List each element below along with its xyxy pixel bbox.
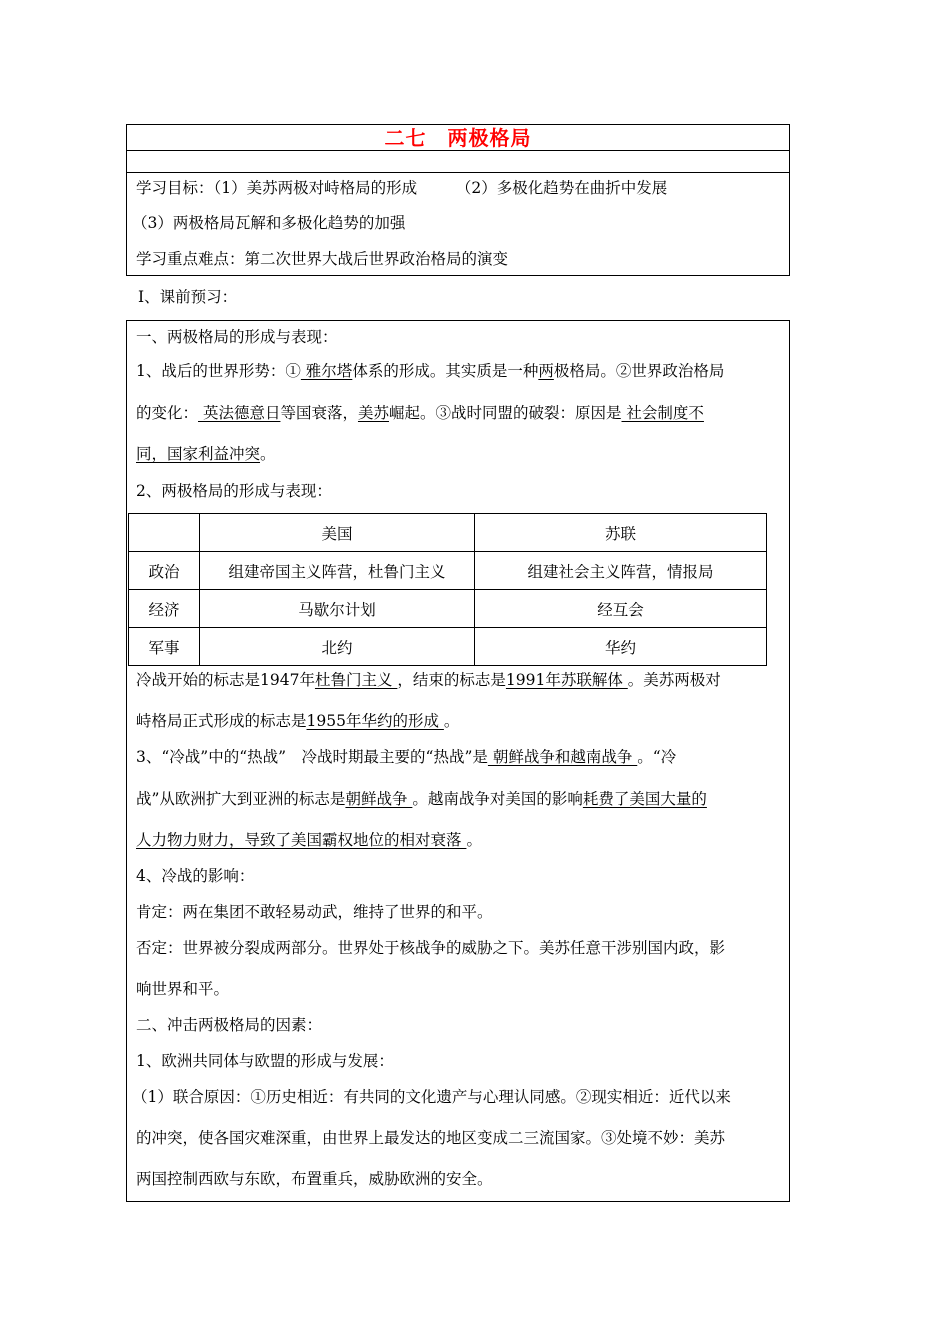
table-cell: 马歇尔计划 [200, 590, 475, 628]
coldwar-line-5 [136, 830, 482, 850]
table-cell: 组建社会主义阵营，情报局 [475, 552, 767, 590]
page-title: 二七 两极格局 [384, 126, 532, 150]
table-cell: 北约 [200, 628, 475, 666]
text: 崛起。③战时同盟的破裂：原因是 [388, 404, 622, 422]
text: 1、战后的世界形势：① [136, 362, 301, 380]
text: 极格局。②世界政治格局 [553, 362, 725, 380]
section-2-heading: 二、冲击两极格局的因素： [136, 1016, 323, 1034]
preview-heading: Ⅰ、课前预习： [138, 288, 238, 306]
text: 。美苏两极对 [627, 671, 721, 689]
coldwar-line-3 [136, 747, 676, 767]
learning-goals-line-1: 学习目标：（1）美苏两极对峙格局的形成 （2）多极化趋势在曲折中发展 [136, 179, 668, 197]
coldwar-line-8: 否定：世界被分裂成两部分。世界处于核战争的威胁之下。美苏任意干涉别国内政，影 [136, 939, 726, 957]
section-1-para-line-3 [136, 444, 276, 464]
table-cell: 政治 [129, 552, 200, 590]
text: 冷战开始的标志是1947年 [136, 671, 315, 689]
answer-reason-part-1: 社会制度不 [621, 404, 704, 422]
table-header-cell: 苏联 [475, 514, 767, 552]
table-cell: 军事 [129, 628, 200, 666]
section-2-para-line-3: 两国控制西欧与东欧，布置重兵，威胁欧洲的安全。 [136, 1170, 493, 1188]
answer-warsaw-pact: 1955年华约的形成 [306, 712, 444, 730]
text: 。“冷 [637, 748, 677, 766]
answer-yalta: 雅尔塔 [300, 362, 353, 380]
text: 3、“冷战”中的“热战” 冷战时期最主要的“热战”是 [136, 748, 488, 766]
coldwar-line-4 [136, 789, 707, 809]
section-2-sub-1: 1、欧洲共同体与欧盟的形成与发展： [136, 1052, 394, 1070]
answer-vietnam-impact-1: 耗费了美国大量的 [582, 790, 707, 808]
text: 体系的形成。其实质是一种 [352, 362, 539, 380]
section-1-heading: 一、两极格局的形成与表现： [136, 328, 338, 346]
coldwar-line-6: 4、冷战的影响： [136, 867, 255, 885]
table-cell: 经济 [129, 590, 200, 628]
text: 峙格局正式形成的标志是 [136, 712, 307, 730]
title-divider [126, 150, 790, 151]
section-2-para-line-1: （1）联合原因：①历史相近：有共同的文化遗产与心理认同感。②现实相近：近代以来 [132, 1088, 731, 1106]
answer-truman-doctrine: 杜鲁门主义 [314, 671, 398, 689]
section-2-para-line-2: 的冲突，使各国灾难深重，由世界上最发达的地区变成二三流国家。③处境不妙：美苏 [136, 1129, 726, 1147]
learning-goals-line-2: （3）两极格局瓦解和多极化趋势的加强 [132, 214, 406, 232]
section-1-sub-2: 2、两极格局的形成与表现： [136, 482, 332, 500]
table-header-cell [129, 514, 200, 552]
coldwar-line-2 [136, 711, 459, 731]
table-cell: 经互会 [475, 590, 767, 628]
title-divider-2 [126, 172, 790, 173]
answer-vietnam-impact-2: 人力物力财力，导致了美国霸权地位的相对衰落 [136, 831, 467, 849]
coldwar-line-7: 肯定：两在集团不敢轻易动武，维持了世界的和平。 [136, 903, 493, 921]
answer-korean-war: 朝鲜战争 [345, 790, 413, 808]
text: 。 [260, 445, 276, 463]
text: 等国衰落， [280, 404, 358, 422]
answer-ussr-collapse: 1991年苏联解体 [505, 671, 628, 689]
text: 。越南战争对美国的影响 [412, 790, 583, 808]
section-1-para-line-1 [136, 361, 724, 381]
table-header-row [129, 514, 767, 552]
table-row [129, 552, 767, 590]
answer-declining-powers: 英法德意日 [198, 404, 281, 422]
text: ，结束的标志是 [397, 671, 506, 689]
text: 。 [443, 712, 460, 730]
text: 。 [466, 831, 482, 849]
coldwar-line-1 [136, 670, 721, 690]
coldwar-line-9: 响世界和平。 [136, 980, 230, 998]
table-header-cell: 美国 [200, 514, 475, 552]
learning-focus: 学习重点难点：第二次世界大战后世界政治格局的演变 [136, 250, 509, 268]
table-row [129, 628, 767, 666]
text: 的变化： [136, 404, 199, 422]
section-1-para-line-2 [136, 403, 704, 423]
table-cell: 华约 [475, 628, 767, 666]
table-cell: 组建帝国主义阵营，杜鲁门主义 [200, 552, 475, 590]
answer-two: 两 [538, 362, 554, 380]
answer-reason-part-2: 同，国家利益冲突 [136, 445, 261, 463]
answer-us-ussr: 美苏 [357, 404, 389, 422]
answer-hot-wars: 朝鲜战争和越南战争 [487, 748, 638, 766]
comparison-table [128, 513, 767, 666]
table-row [129, 590, 767, 628]
text: 战”从欧洲扩大到亚洲的标志是 [136, 790, 346, 808]
